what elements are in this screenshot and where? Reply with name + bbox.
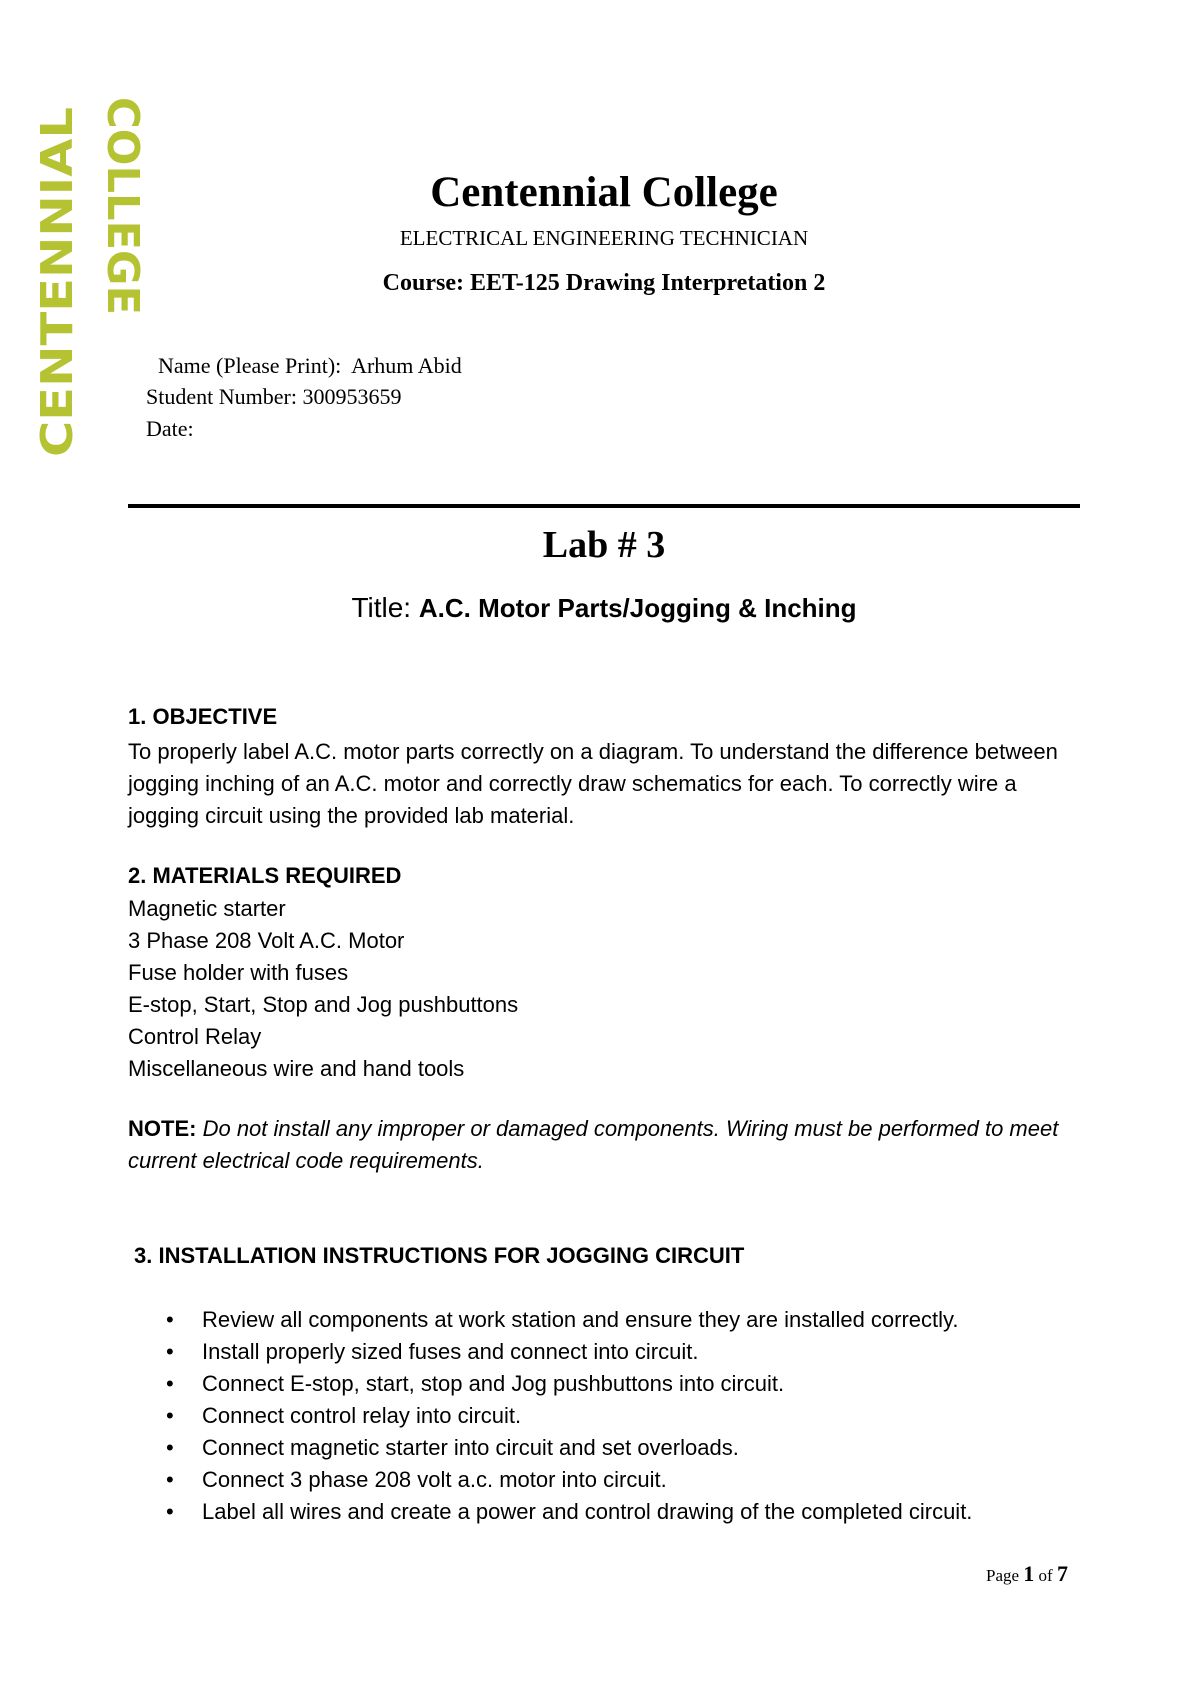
list-item <box>163 1496 972 1528</box>
materials-heading: 2. MATERIALS REQUIRED <box>128 863 402 888</box>
list-item-text: Connect magnetic starter into circuit and set overloads. <box>202 1435 739 1460</box>
student-number-label: Student Number: <box>146 384 297 409</box>
date-field <box>146 416 194 442</box>
objective-heading: 1. OBJECTIVE <box>128 704 278 729</box>
note <box>128 1113 1088 1177</box>
list-item: Magnetic starter <box>128 896 286 921</box>
list-item <box>163 1464 972 1496</box>
note-text: Do not install any improper or damaged components. Wiring must be performed to meet current electrical code requirements. <box>128 1116 1059 1173</box>
list-item <box>163 1432 972 1464</box>
page-current: 1 <box>1023 1561 1035 1586</box>
college-name: Centennial College <box>430 169 778 216</box>
list-item <box>163 1368 972 1400</box>
student-name-label: Name (Please Print): <box>158 353 342 378</box>
header-divider <box>128 504 1080 508</box>
list-item: 3 Phase 208 Volt A.C. Motor <box>128 928 405 953</box>
materials-list <box>128 893 1088 1085</box>
list-item <box>163 1304 972 1336</box>
list-item-text: Connect 3 phase 208 volt a.c. motor into circuit. <box>202 1467 667 1492</box>
page-number <box>986 1561 1068 1587</box>
bullet-icon: • <box>166 1371 174 1396</box>
page-label: Page <box>986 1566 1020 1585</box>
list-item: Miscellaneous wire and hand tools <box>128 1056 465 1081</box>
student-name-value: Arhum Abid <box>351 353 462 378</box>
bullet-icon: • <box>166 1307 174 1332</box>
bullet-icon: • <box>166 1339 174 1364</box>
list-item: Control Relay <box>128 1024 262 1049</box>
list-item: E-stop, Start, Stop and Jog pushbuttons <box>128 992 519 1017</box>
logo-line-college: COLLEGE <box>97 97 148 319</box>
lab-number: Lab # 3 <box>542 524 666 566</box>
bullet-icon: • <box>166 1435 174 1460</box>
student-name-field <box>158 353 462 379</box>
installation-list <box>163 1304 972 1528</box>
list-item: Fuse holder with fuses <box>128 960 349 985</box>
list-item-text: Connect control relay into circuit. <box>202 1403 522 1428</box>
list-item <box>163 1336 972 1368</box>
lab-title-prefix: Title: <box>351 592 412 623</box>
lab-title-text: A.C. Motor Parts/Jogging & Inching <box>418 593 857 623</box>
bullet-icon: • <box>166 1467 174 1492</box>
note-label: NOTE: <box>128 1116 197 1141</box>
list-item-text: Connect E-stop, start, stop and Jog pushbuttons into circuit. <box>202 1371 785 1396</box>
logo-line-centennial: CENTENNIAL <box>32 145 83 457</box>
bullet-icon: • <box>166 1499 174 1524</box>
centennial-college-logo <box>30 92 148 462</box>
lab-title <box>128 592 1080 624</box>
list-item-text: Label all wires and create a power and control drawing of the completed circuit. <box>202 1499 973 1524</box>
student-number-field <box>146 384 401 410</box>
date-label: Date: <box>146 416 194 441</box>
bullet-icon: • <box>166 1403 174 1428</box>
list-item-text: Install properly sized fuses and connect into circuit. <box>202 1339 699 1364</box>
course-title: Course: EET-125 Drawing Interpretation 2 <box>382 270 826 296</box>
installation-heading: 3. INSTALLATION INSTRUCTIONS FOR JOGGING CIRCUIT <box>134 1243 745 1268</box>
student-number-value: 300953659 <box>302 384 402 409</box>
page-total: 7 <box>1056 1561 1068 1586</box>
page-of-label: of <box>1038 1566 1053 1585</box>
list-item <box>163 1400 972 1432</box>
program-name: ELECTRICAL ENGINEERING TECHNICIAN <box>399 226 809 250</box>
list-item-text: Review all components at work station and ensure they are installed correctly. <box>202 1307 959 1332</box>
objective-text: To properly label A.C. motor parts correctly on a diagram. To understand the difference between jogging inching of an A.C. motor and correctly draw schematics for each. To correctly wire a jogging circuit using the provided lab material. <box>128 739 1058 828</box>
